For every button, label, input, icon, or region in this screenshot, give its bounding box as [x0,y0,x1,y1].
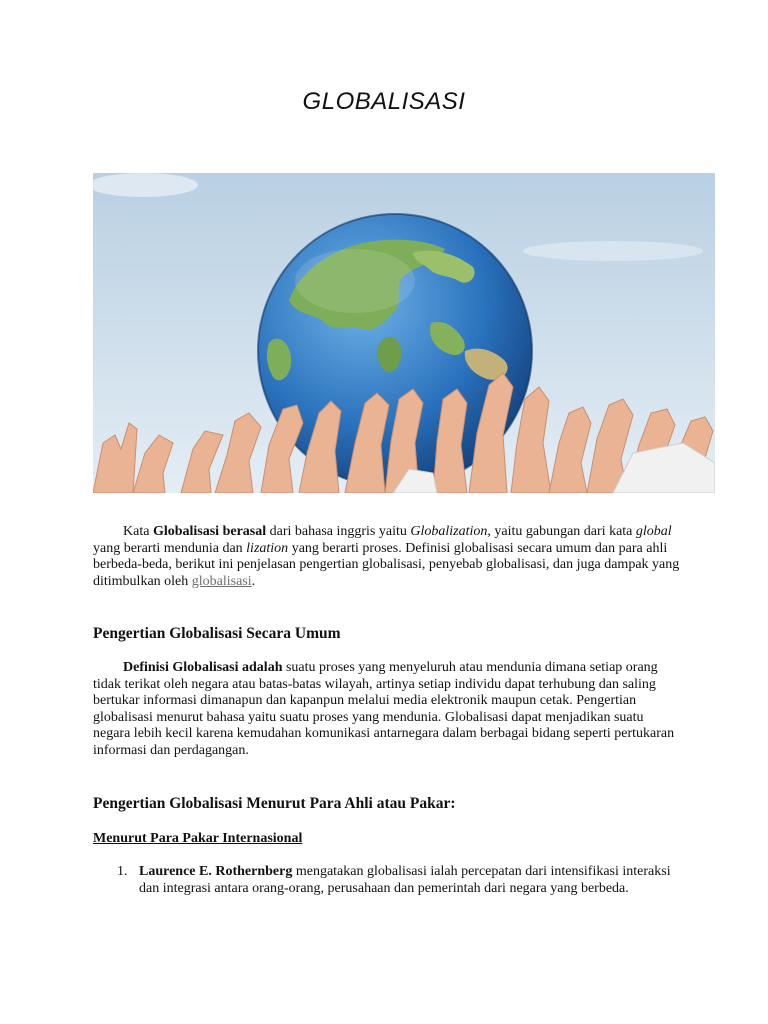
intro-bold-term: Globalisasi berasal [152,524,267,539]
intro-paragraph: Kata Globalisasi berasal dari bahasa inggris yaitu Globalization, yaitu gabungan dari kata global yang berarti mendunia dan lization yang berarti proses. Definisi globalisasi secara umum dan para ahli berbeda-beda, berikut ini penjelasan pengertian globalisasi, penyebab globalisasi, dan juga dampak yang ditimbulkan oleh globalisasi. [93,524,680,589]
list-item-number: 1. [117,864,128,879]
hero-image [93,173,715,493]
expert-list [93,864,683,897]
section-heading-ahli: Pengertian Globalisasi Menurut Para Ahli atau Pakar: [93,795,456,812]
expert-name: Laurence E. Rothernberg [139,864,293,879]
globe-hands-illustration [93,173,715,493]
subheading-pakar-internasional: Menurut Para Pakar Internasional [93,831,303,846]
definition-paragraph: Definisi Globalisasi adalah suatu proses yang menyeluruh atau mendunia dimana setiap orang tidak terikat oleh negara atau batas-batas wilayah, artinya setiap individu dapat terhubung dan saling bertukar informasi dimanapun dan kapanpun melalui media elektronik maupun cetak. Pengertian globalisasi menurut bahasa yaitu suatu proses yang mendunia. Globalisasi dapat menjadikan suatu negara lebih kecil karena kemudahan komunikasi antarnegara dalam berbagai bidang seperti pertukaran informasi dan perdagangan. [93,660,675,758]
page-title: GLOBALISASI [302,88,466,115]
section-heading-umum: Pengertian Globalisasi Secara Umum [93,625,341,642]
globalisasi-link[interactable]: globalisasi [191,573,252,589]
list-item: 1. Laurence E. Rothernberg mengatakan globalisasi ialah percepatan dari intensifikasi interaksi dan integrasi antara orang-orang, perusahaan dan pemerintah dari negara yang berbeda. [117,864,671,896]
definition-bold-term: Definisi Globalisasi adalah [123,660,283,675]
